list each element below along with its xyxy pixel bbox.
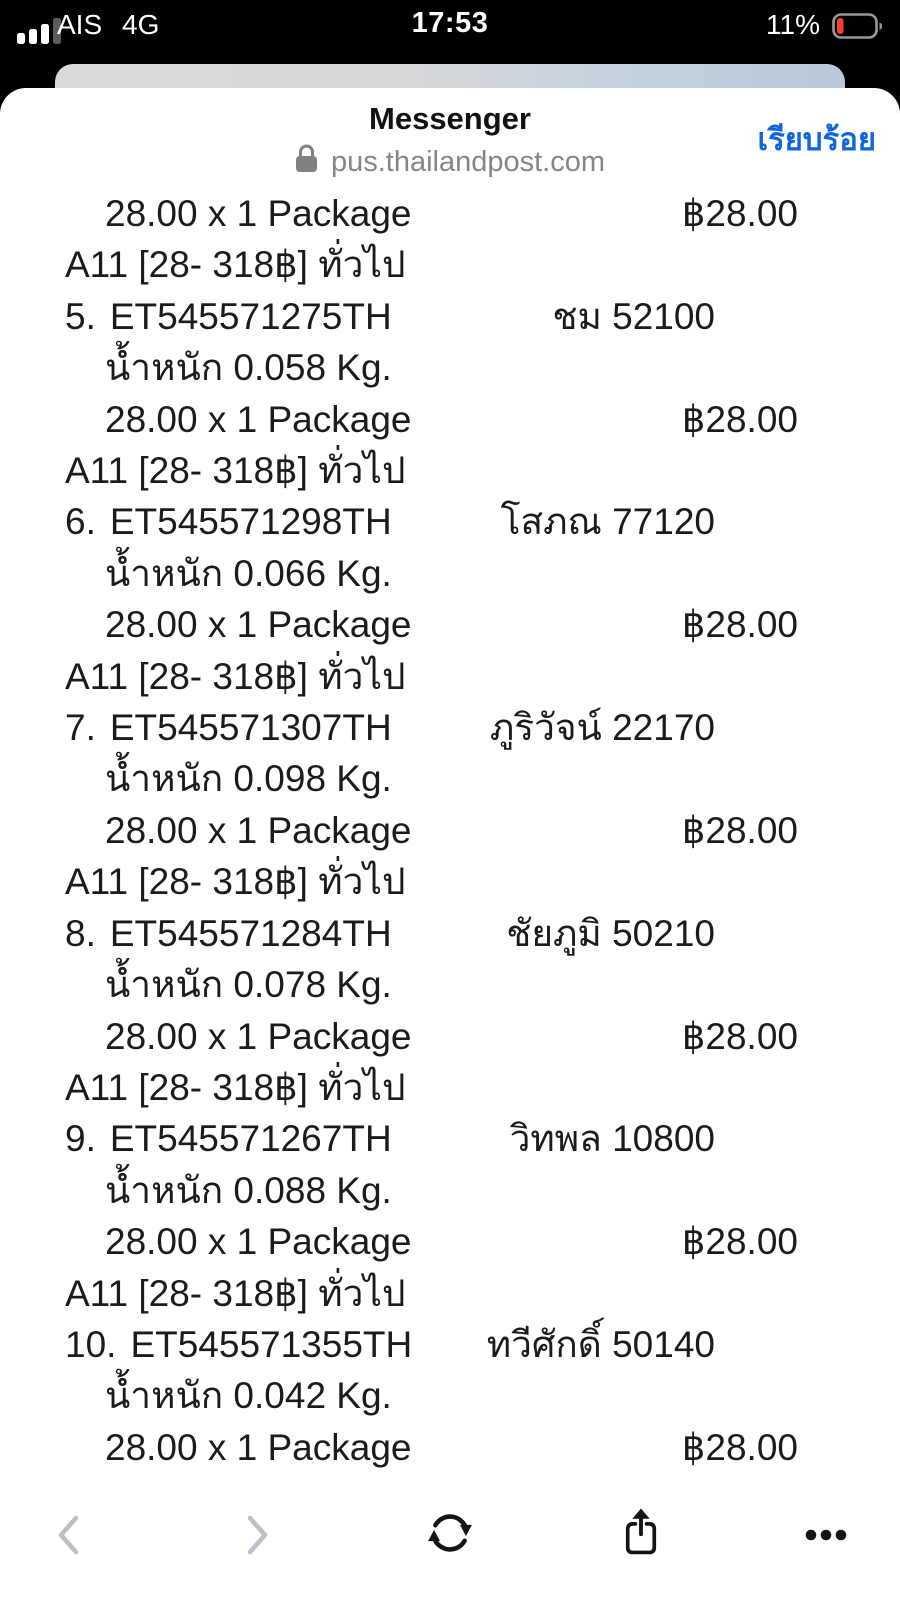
weight-line: น้ำหนัก 0.058 Kg. xyxy=(105,347,392,389)
battery-icon xyxy=(832,13,884,45)
ellipsis-icon xyxy=(805,1530,847,1545)
browser-header xyxy=(0,88,900,181)
weight-line: น้ำหนัก 0.078 Kg. xyxy=(105,964,392,1006)
clock-label: 17:53 xyxy=(411,7,489,39)
done-button[interactable]: เรียบร้อย xyxy=(757,114,876,164)
tracking-line xyxy=(0,1113,900,1164)
qty-label: 28.00 x 1 Package xyxy=(105,1426,412,1468)
amount-label: ฿28.00 xyxy=(681,1426,798,1468)
battery-percent-label: 11% xyxy=(766,9,820,40)
tracking-line xyxy=(0,908,900,959)
destination-label: ชม 52100 xyxy=(552,295,715,337)
item-number: 7. xyxy=(65,707,96,749)
qty-price-line xyxy=(0,394,900,445)
tracking-line xyxy=(0,1319,900,1370)
qty-label: 28.00 x 1 Package xyxy=(105,193,412,234)
item-number: 9. xyxy=(65,1118,96,1160)
category-line: A11 [28- 318฿] ทั่วไป xyxy=(65,861,406,903)
qty-price-line xyxy=(0,805,900,856)
share-button[interactable] xyxy=(623,1507,660,1556)
destination-label: ภูริวัจน์ 22170 xyxy=(489,707,715,749)
qty-price-line xyxy=(0,599,900,650)
weight-line: น้ำหนัก 0.088 Kg. xyxy=(105,1169,392,1211)
tracking-line xyxy=(0,702,900,753)
category-line: A11 [28- 318฿] ทั่วไป xyxy=(65,1272,406,1314)
status-bar xyxy=(0,0,900,62)
qty-price-line xyxy=(0,1422,900,1473)
tracking-number: ET545571307TH xyxy=(109,707,392,749)
qty-price-line xyxy=(0,1011,900,1062)
chevron-right-icon xyxy=(244,1545,272,1560)
qty-label: 28.00 x 1 Package xyxy=(105,1015,412,1057)
tracking-number: ET545571355TH xyxy=(130,1323,413,1365)
weight-line: น้ำหนัก 0.042 Kg. xyxy=(105,1375,392,1417)
forward-button[interactable] xyxy=(244,1513,272,1557)
weight-line: น้ำหนัก 0.066 Kg. xyxy=(105,552,392,594)
amount-label: ฿28.00 xyxy=(681,1015,798,1057)
browser-title: Messenger xyxy=(369,101,531,136)
destination-label: วิทพล 10800 xyxy=(509,1118,715,1160)
qty-price-line xyxy=(0,1216,900,1267)
tracking-number: ET545571275TH xyxy=(109,295,392,337)
category-line: A11 [28- 318฿] ทั่วไป xyxy=(65,244,406,286)
receipt-content xyxy=(0,188,900,1473)
category-line: A11 [28- 318฿] ทั่วไป xyxy=(65,655,406,697)
site-domain-label: pus.thailandpost.com xyxy=(330,146,606,178)
destination-label: ทวีศักดิ์ 50140 xyxy=(486,1323,715,1365)
tracking-line xyxy=(0,496,900,547)
tracking-line xyxy=(0,291,900,342)
more-button[interactable] xyxy=(805,1528,847,1542)
background-app-card xyxy=(55,64,845,90)
amount-label: ฿28.00 xyxy=(681,604,798,646)
back-button[interactable] xyxy=(54,1513,82,1557)
category-line: A11 [28- 318฿] ทั่วไป xyxy=(65,450,406,492)
qty-price-line xyxy=(0,188,900,239)
qty-label: 28.00 x 1 Package xyxy=(105,398,412,440)
category-line: A11 [28- 318฿] ทั่วไป xyxy=(65,1066,406,1108)
amount-label: ฿28.00 xyxy=(681,1221,798,1263)
amount-label: ฿28.00 xyxy=(681,193,798,234)
chevron-left-icon xyxy=(54,1545,82,1560)
reload-icon xyxy=(425,1546,475,1561)
share-icon xyxy=(623,1544,660,1559)
carrier-label: AIS xyxy=(57,9,103,40)
destination-label: ชัยภูมิ 50210 xyxy=(506,912,715,954)
reload-button[interactable] xyxy=(425,1508,475,1558)
item-number: 6. xyxy=(65,501,96,543)
amount-label: ฿28.00 xyxy=(681,809,798,851)
item-number: 5. xyxy=(65,295,96,337)
network-label: 4G xyxy=(122,9,160,40)
amount-label: ฿28.00 xyxy=(681,398,798,440)
messenger-browser-sheet xyxy=(0,88,900,1600)
qty-label: 28.00 x 1 Package xyxy=(105,809,412,851)
tracking-number: ET545571267TH xyxy=(109,1118,392,1160)
destination-label: โสภณ 77120 xyxy=(500,501,715,543)
tracking-number: ET545571298TH xyxy=(109,501,392,543)
tracking-number: ET545571284TH xyxy=(109,912,392,954)
weight-line: น้ำหนัก 0.098 Kg. xyxy=(105,758,392,800)
lock-icon xyxy=(295,144,318,181)
item-number: 8. xyxy=(65,912,96,954)
qty-label: 28.00 x 1 Package xyxy=(105,1221,412,1263)
qty-label: 28.00 x 1 Package xyxy=(105,604,412,646)
item-number: 10. xyxy=(65,1323,117,1365)
